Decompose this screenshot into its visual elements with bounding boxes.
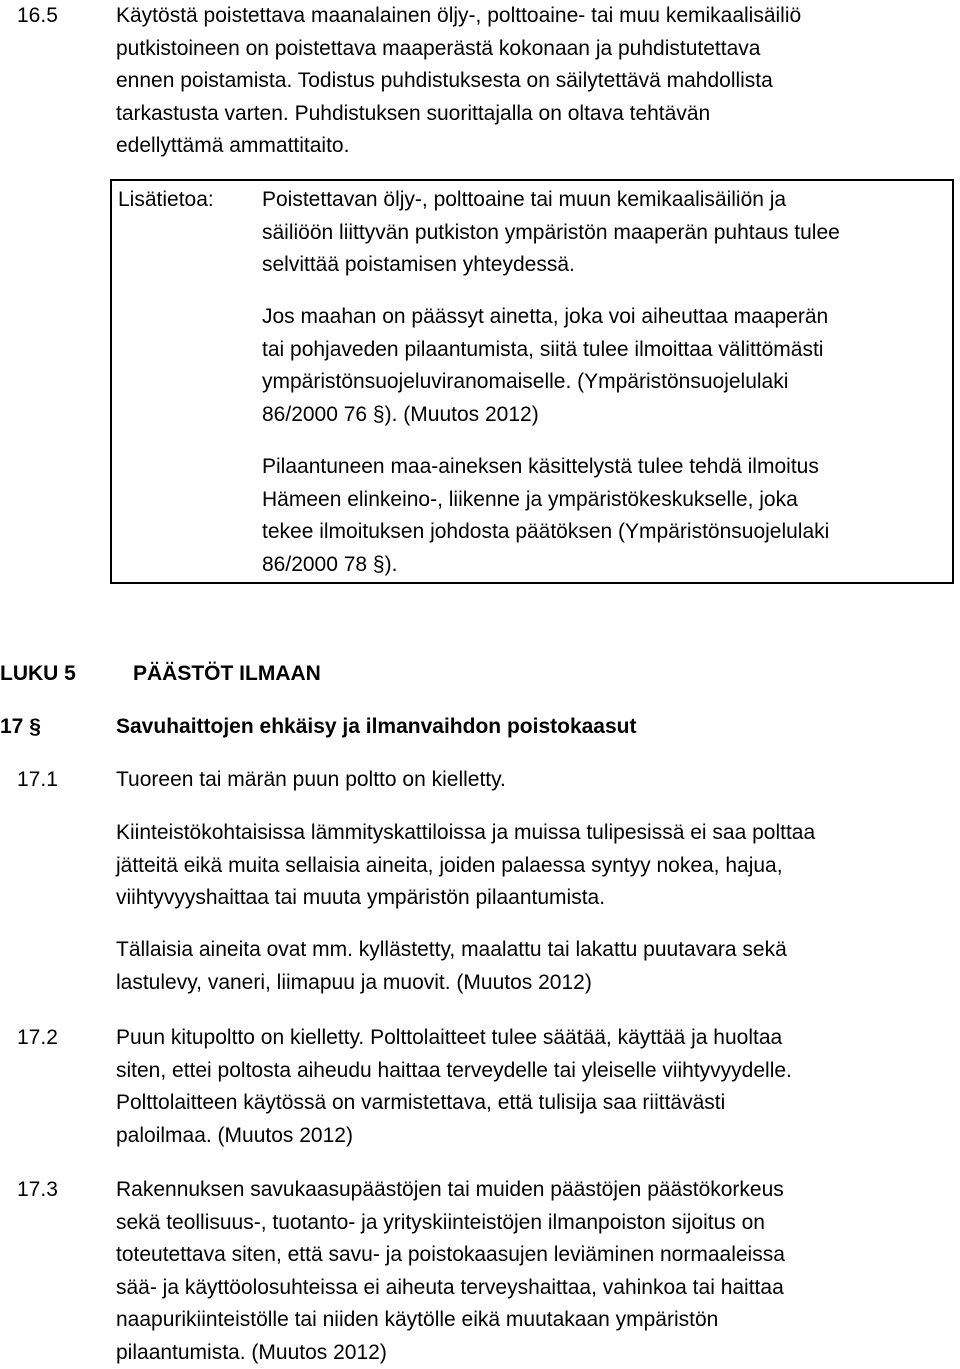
text-line: Polttolaitteen käytössä on varmistettava, että tulisija saa riittävästi [116, 1087, 946, 1120]
text-line: tarkastusta varten. Puhdistuksen suorittajalla on oltava tehtävän [116, 98, 946, 131]
text-line: pilaantumista. (Muutos 2012) [116, 1337, 946, 1369]
text-line: sekä teollisuus-, tuotanto- ja yrityskiinteistöjen ilmanpoiston sijoitus on [116, 1207, 946, 1240]
info-box [110, 179, 954, 584]
section-17-3-number: 17.3 [17, 1174, 107, 1207]
text-line: naapurikiinteistölle tai niiden käytölle eikä muutakaan ympäristön [116, 1304, 946, 1337]
text-line: 86/2000 78 §). [262, 549, 952, 582]
info-paragraph-3 [262, 451, 952, 581]
section-17-2-number: 17.2 [17, 1022, 107, 1055]
text-line: 86/2000 76 §). (Muutos 2012) [262, 399, 952, 432]
text-line: lastulevy, vaneri, liimapuu ja muovit. (Muutos 2012) [116, 967, 946, 1000]
section-17-title: Savuhaittojen ehkäisy ja ilmanvaihdon poistokaasut [116, 711, 636, 744]
text-line: siten, ettei poltosta aiheudu haittaa terveydelle tai yleiselle viihtyvyydelle. [116, 1055, 946, 1088]
text-line: Jos maahan on päässyt ainetta, joka voi aiheuttaa maaperän [262, 301, 952, 334]
text-line: jätteitä eikä muita sellaisia aineita, joiden palaessa syntyy nokea, hajua, [116, 850, 946, 883]
info-box-label: Lisätietoa: [118, 184, 214, 217]
section-17-number: 17 § [0, 711, 41, 744]
section-17-1-paragraph-3 [116, 934, 946, 999]
section-17-3-text [116, 1174, 946, 1369]
chapter-number: LUKU 5 [0, 658, 76, 691]
text-line: Rakennuksen savukaasupäästöjen tai muiden päästöjen päästökorkeus [116, 1174, 946, 1207]
text-line: Käytöstä poistettava maanalainen öljy-, polttoaine- tai muu kemikaalisäiliö [116, 0, 946, 33]
text-line: ympäristönsuojeluviranomaiselle. (Ympäristönsuojelulaki [262, 366, 952, 399]
section-16-5-number: 16.5 [17, 0, 107, 33]
text-line: viihtyvyyshaittaa tai muuta ympäristön pilaantumista. [116, 882, 946, 915]
section-17-1-number: 17.1 [17, 764, 107, 797]
section-17-2-text [116, 1022, 946, 1152]
section-17-1-paragraph-2 [116, 817, 946, 915]
text-line: Hämeen elinkeino-, liikenne ja ympäristökeskukselle, joka [262, 484, 952, 517]
text-line: paloilmaa. (Muutos 2012) [116, 1120, 946, 1153]
text-line: Puun kitupoltto on kielletty. Polttolaitteet tulee säätää, käyttää ja huoltaa [116, 1022, 946, 1055]
chapter-title: PÄÄSTÖT ILMAAN [133, 658, 321, 691]
text-line: putkistoineen on poistettava maaperästä kokonaan ja puhdistutettava [116, 33, 946, 66]
info-paragraph-2 [262, 301, 952, 431]
text-line: Poistettavan öljy-, polttoaine tai muun kemikaalisäiliön ja [262, 184, 952, 217]
text-line: Pilaantuneen maa-aineksen käsittelystä tulee tehdä ilmoitus [262, 451, 952, 484]
text-line: selvittää poistamisen yhteydessä. [262, 249, 952, 282]
text-line: säiliöön liittyvän putkiston ympäristön maaperän puhtaus tulee [262, 217, 952, 250]
text-line: Tällaisia aineita ovat mm. kyllästetty, maalattu tai lakattu puutavara sekä [116, 934, 946, 967]
text-line: edellyttämä ammattitaito. [116, 130, 946, 163]
text-line: ennen poistamista. Todistus puhdistuksesta on säilytettävä mahdollista [116, 65, 946, 98]
section-16-5-text [116, 0, 946, 163]
info-paragraph-1 [262, 184, 952, 282]
text-line: tekee ilmoituksen johdosta päätöksen (Ympäristönsuojelulaki [262, 516, 952, 549]
text-line: tai pohjaveden pilaantumista, siitä tulee ilmoittaa välittömästi [262, 334, 952, 367]
text-line: sää- ja käyttöolosuhteissa ei aiheuta terveyshaittaa, vahinkoa tai haittaa [116, 1272, 946, 1305]
text-line: Kiinteistökohtaisissa lämmityskattiloissa ja muissa tulipesissä ei saa polttaa [116, 817, 946, 850]
text-line: Tuoreen tai märän puun poltto on kielletty. [116, 764, 946, 797]
text-line: toteutettava siten, että savu- ja poistokaasujen leviäminen normaaleissa [116, 1239, 946, 1272]
section-17-1-text [116, 764, 946, 797]
